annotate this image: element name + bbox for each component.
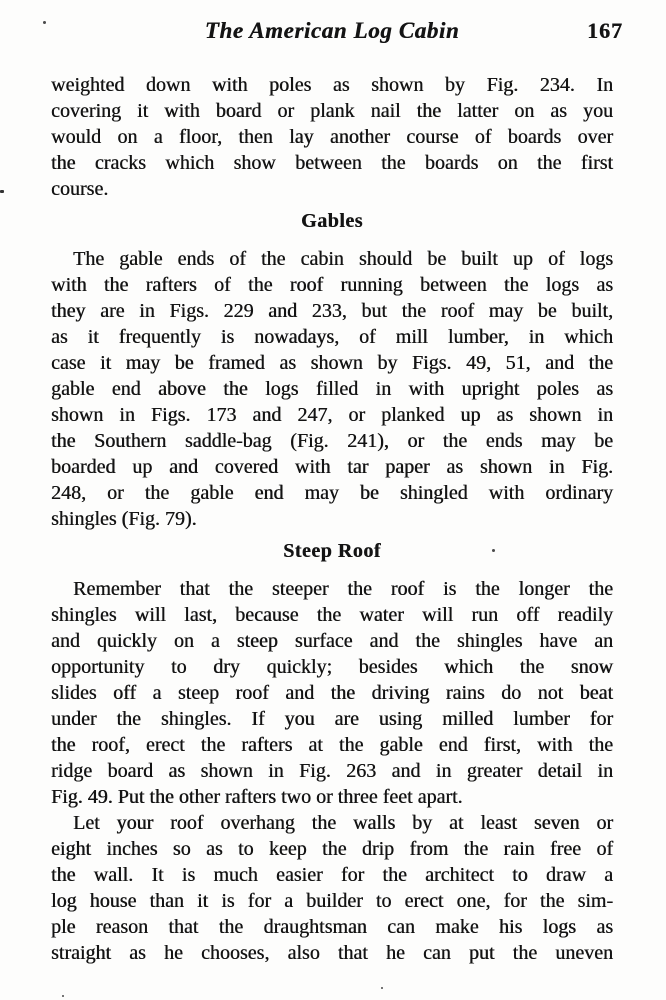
text-line: ple reason that the draughtsman can make his logs as (51, 916, 613, 938)
text-line: The gable ends of the cabin should be built up of logs (73, 248, 613, 270)
text-line: case it may be framed as shown by Figs. 49, 51, and the (51, 352, 613, 374)
text-line: Let your roof overhang the walls by at least seven or (73, 812, 613, 834)
text-line: and quickly on a steep surface and the shingles have an (51, 630, 613, 652)
text-line: ridge board as shown in Fig. 263 and in greater detail in (51, 760, 613, 782)
paragraph-roof-covering (51, 72, 613, 202)
running-title: The American Log Cabin (204, 18, 460, 43)
paragraph-gables (51, 246, 613, 532)
text-line: eight inches so as to keep the drip from the rain free of (51, 838, 613, 860)
text-line: covering it with board or plank nail the latter on as you (51, 100, 613, 122)
scan-speck (62, 995, 64, 997)
text-line: log house than it is for a builder to erect one, for the sim- (51, 890, 613, 912)
text-line: they are in Figs. 229 and 233, but the roof may be built, (51, 300, 613, 322)
page-number: 167 (587, 18, 623, 43)
text-line: the cracks which show between the boards on the first (51, 152, 613, 174)
text-line: would on a floor, then lay another course of boards over (51, 126, 613, 148)
text-line: shown in Figs. 173 and 247, or planked up as shown in (51, 404, 613, 426)
scan-speck (43, 21, 46, 24)
text-line: slides off a steep roof and the driving rains do not beat (51, 682, 613, 704)
section-heading-gables: Gables (301, 210, 363, 232)
text-line: the wall. It is much easier for the architect to draw a (51, 864, 613, 886)
paragraph-roof-overhang (51, 810, 613, 966)
page-body-text (51, 72, 613, 966)
section-heading-steep-roof: Steep Roof (283, 540, 381, 562)
text-line: the roof, erect the rafters at the gable end first, with the (51, 734, 613, 756)
scan-speck (381, 987, 383, 989)
scan-speck (0, 190, 4, 193)
text-line: as it frequently is nowadays, of mill lumber, in which (51, 326, 613, 348)
text-line: course. (51, 178, 109, 200)
text-line: shingles will last, because the water will run off readily (51, 604, 613, 626)
text-line: gable end above the logs filled in with upright poles as (51, 378, 613, 400)
text-line: 248, or the gable end may be shingled with ordinary (51, 482, 613, 504)
text-line: under the shingles. If you are using milled lumber for (51, 708, 613, 730)
text-line: Fig. 49. Put the other rafters two or three feet apart. (51, 786, 463, 808)
paragraph-steep-roof (51, 576, 613, 810)
text-line: with the rafters of the roof running between the logs as (51, 274, 613, 296)
text-line: shingles (Fig. 79). (51, 508, 197, 530)
page-header (51, 16, 623, 46)
text-line: Remember that the steeper the roof is the longer the (73, 578, 613, 600)
text-line: boarded up and covered with tar paper as shown in Fig. (51, 456, 613, 478)
text-line: straight as he chooses, also that he can put the uneven (51, 942, 613, 964)
text-line: opportunity to dry quickly; besides which the snow (51, 656, 613, 678)
text-line: the Southern saddle-bag (Fig. 241), or the ends may be (51, 430, 613, 452)
text-line: weighted down with poles as shown by Fig. 234. In (51, 74, 613, 96)
